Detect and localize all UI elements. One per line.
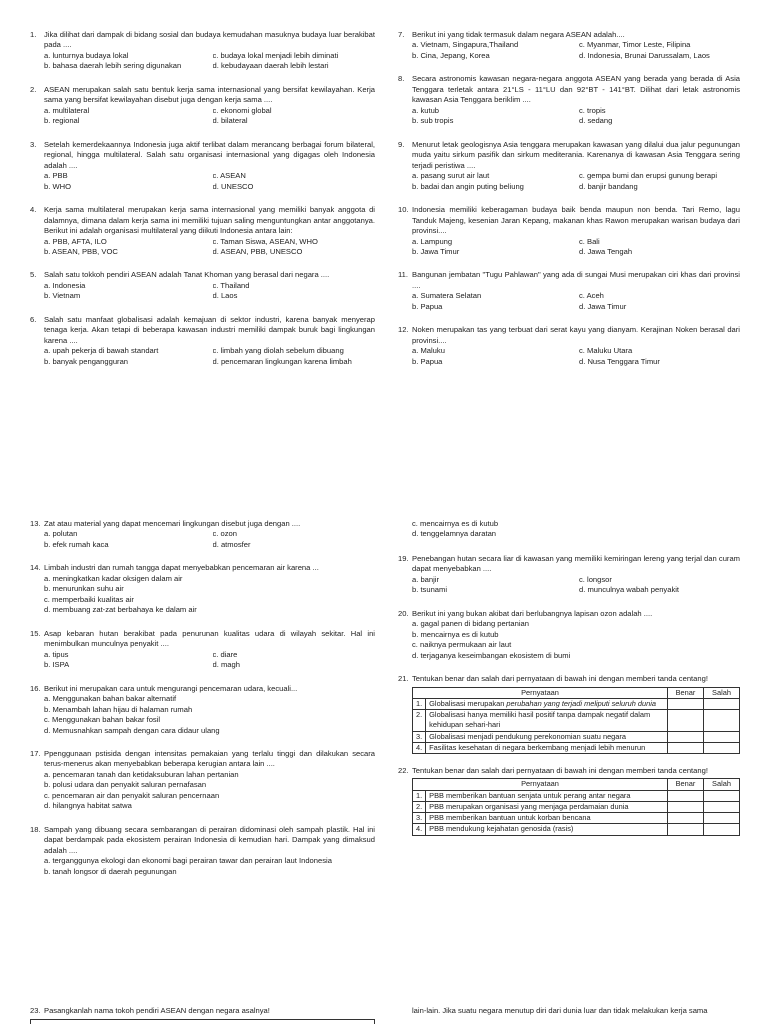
row-number: 2. — [413, 710, 426, 731]
question-text: Zat atau material yang dapat mencemari lingkungan disebut juga dengan .... — [44, 519, 301, 528]
answer-option[interactable]: d. Jawa Tengah — [579, 246, 633, 256]
answer-option[interactable]: b. efek rumah kaca — [44, 539, 109, 549]
answer-options — [44, 574, 375, 616]
answer-option[interactable]: c. Thailand — [212, 280, 250, 290]
question-text: Penebangan hutan secara liar di kawasan yang memiliki kemiringan lereng yang terjal dan curam dapat menyebabkan .... — [412, 553, 740, 574]
true-false-table-22 — [412, 778, 740, 835]
question-11 — [398, 270, 740, 312]
answer-option[interactable]: b. Cina, Jepang, Korea — [412, 50, 490, 60]
answer-option[interactable]: a. pencemaran tanah dan ketidaksuburan lahan pertanian — [44, 769, 239, 779]
question-text: Asap kebaran hutan berakibat pada penurunan kualitas udara di wilayah sekitar. Hal ini menimbulkan munculnya penyakit .... — [44, 628, 375, 649]
question-number: 8. — [398, 74, 405, 84]
answer-option[interactable]: a. lunturnya budaya lokal — [44, 50, 129, 60]
question-23 — [30, 1006, 375, 1016]
answer-option[interactable]: c. Aceh — [579, 291, 604, 301]
header-true: Benar — [668, 687, 704, 698]
question-text: Jika dilihat dari dampak di bidang sosial dan budaya kemudahan masuknya budaya luar berakibat pada .... — [44, 30, 375, 50]
false-checkbox-cell[interactable] — [704, 790, 740, 801]
question-4 — [30, 205, 375, 257]
true-checkbox-cell[interactable] — [668, 710, 704, 731]
row-number: 4. — [413, 742, 426, 753]
answer-options — [412, 619, 740, 661]
left-column-top — [30, 30, 375, 380]
row-number: 3. — [413, 731, 426, 742]
question-number: 13. — [30, 519, 41, 528]
question-text: Ppenggunaan pstisida dengan intensitas pemakaian yang terlalu tinggi dan dilakukan secara terus-menerus akan menyebabkan beberapa kerugian antara lain .... — [44, 748, 375, 769]
question-text: Kerja sama multilateral merupakan kerja sama internasional yang memiliki banyak anggota di dalamnya, dimana dalam kerja sama ini memiliki tujuan saling menguntungkan antar anggotanya. Berikut ini adalah organisasi multilateral yang diikuti Indonesia antara lain: — [44, 205, 375, 236]
false-checkbox-cell[interactable] — [704, 824, 740, 835]
answer-option[interactable]: a. Vietnam, Singapura,Thailand — [412, 40, 519, 50]
answer-option[interactable]: a. Indonesia — [44, 280, 86, 290]
question-18-continuation — [398, 519, 740, 540]
answer-option[interactable]: b. bahasa daerah lebih sering digunakan — [44, 61, 182, 71]
statement-text-italic: perubahan yang terjadi meliputi seluruh dunia — [506, 698, 656, 708]
question-number: 18. — [30, 824, 41, 834]
answer-option[interactable]: a. terganggunya ekologi dan ekonomi bagi perairan tawar dan perairan laut Indonesia — [44, 856, 332, 866]
question-text: Noken merupakan tas yang terbuat dari serat kayu yang dianyam. Kerajinan Noken berasal dari provinsi.... — [412, 325, 740, 345]
false-checkbox-cell[interactable] — [704, 698, 740, 709]
question-number: 5. — [30, 270, 37, 280]
answer-option[interactable]: b. Papua — [412, 301, 443, 311]
answer-options — [412, 346, 740, 367]
question-text: Berikut ini yang bukan akibat dari berlubangnya lapisan ozon adalah .... — [412, 608, 653, 618]
statement-text: PBB memberikan bantuan untuk korban bencana — [426, 813, 668, 824]
header-statement: Pernyataan — [413, 779, 668, 790]
answer-option[interactable]: c. Taman Siswa, ASEAN, WHO — [212, 236, 318, 246]
question-number: 21. — [398, 674, 409, 684]
table-row — [413, 731, 740, 742]
answer-option[interactable]: b. tanah longsor di daerah pegunungan — [44, 866, 177, 876]
answer-option[interactable]: b. menurunkan suhu air — [44, 584, 124, 594]
question-text: ASEAN merupakan salah satu bentuk kerja sama internasional yang bersifat kewilayahan. Kerja sama yang bersifat kewilayahan disebut juga dengan kerja sama .... — [44, 84, 375, 105]
false-checkbox-cell[interactable] — [704, 710, 740, 731]
header-false: Salah — [704, 779, 740, 790]
answer-option[interactable]: c. Bali — [579, 236, 600, 246]
answer-option[interactable]: b. Jawa Timur — [412, 246, 460, 256]
answer-option[interactable]: c. naiknya permukaan air laut — [412, 640, 512, 650]
answer-options — [44, 171, 375, 192]
answer-options — [412, 237, 740, 258]
answer-option[interactable]: c. Myanmar, Timor Leste, Filipina — [579, 40, 691, 50]
true-checkbox-cell[interactable] — [668, 790, 704, 801]
answer-option[interactable]: a. gagal panen di bidang pertanian — [412, 619, 529, 629]
answer-options — [44, 770, 375, 812]
answer-option[interactable]: a. Lampung — [412, 236, 453, 246]
table-row — [413, 801, 740, 812]
right-column-top — [398, 30, 740, 380]
answer-option[interactable]: c. memperbaiki kualitas air — [44, 594, 134, 604]
question-8 — [398, 74, 740, 126]
question-2 — [30, 85, 375, 127]
answer-option[interactable]: a. upah pekerja di bawah standart — [44, 346, 159, 356]
true-false-table-21 — [412, 687, 740, 754]
answer-option[interactable]: c. ASEAN — [212, 171, 246, 181]
question-number: 4. — [30, 205, 37, 215]
answer-option[interactable]: b. WHO — [44, 181, 72, 191]
question-number: 23. — [30, 1006, 41, 1015]
question-3 — [30, 140, 375, 192]
question-text: Limbah industri dan rumah tangga dapat menyebabkan pencemaran air karena ... — [44, 563, 319, 573]
question-21 — [398, 674, 740, 754]
question-number: 15. — [30, 628, 41, 638]
question-1 — [30, 30, 375, 72]
question-text: Setelah kemerdekaannya Indonesia juga aktif terlibat dalam merancang berbagai forum bilateral, regional, hingga multilateral. Salah satu organisasi internasional yang digagas oleh Indonesia adalah .... — [44, 139, 375, 170]
answer-options — [44, 346, 375, 367]
question-20 — [398, 609, 740, 661]
matching-table-top-edge — [30, 1019, 375, 1024]
row-number: 2. — [413, 801, 426, 812]
answer-option[interactable]: d. bilateral — [212, 116, 248, 126]
question-number: 1. — [30, 30, 37, 39]
answer-option[interactable]: d. Indonesia, Brunai Darussalam, Laos — [579, 50, 710, 60]
true-checkbox-cell[interactable] — [668, 824, 704, 835]
row-number: 4. — [413, 824, 426, 835]
question-7 — [398, 30, 740, 61]
question-19 — [398, 554, 740, 596]
false-checkbox-cell[interactable] — [704, 813, 740, 824]
question-number: 11. — [398, 270, 408, 280]
question-number: 14. — [30, 563, 41, 573]
statement-text — [426, 742, 668, 753]
answer-option[interactable]: b. Menambah lahan hijau di halaman rumah — [44, 704, 193, 714]
answer-option[interactable]: c. diare — [212, 649, 238, 659]
answer-option[interactable]: d. tenggelamnya daratan — [412, 529, 497, 539]
answer-options — [44, 51, 375, 72]
answer-option[interactable]: c. budaya lokal menjadi lebih diminati — [212, 50, 339, 60]
answer-option[interactable]: d. hilangnya habitat satwa — [44, 801, 132, 811]
answer-options — [44, 281, 375, 302]
true-checkbox-cell[interactable] — [668, 698, 704, 709]
answer-option[interactable]: c. Menggunakan bahan bakar fosil — [44, 715, 161, 725]
question-number: 2. — [30, 84, 37, 94]
question-text: Tentukan benar dan salah dari pernyataan di bawah ini dengan memberi tanda centang! — [412, 765, 708, 775]
table-row — [413, 813, 740, 824]
answer-option[interactable]: a. pasang surut air laut — [412, 171, 490, 181]
answer-option[interactable]: a. Maluku — [412, 346, 445, 356]
question-number: 19. — [398, 553, 409, 563]
answer-options — [44, 856, 375, 877]
answer-options — [412, 171, 740, 192]
answer-option[interactable]: a. Sumatera Selatan — [412, 291, 482, 301]
answer-option[interactable]: b. sub tropis — [412, 116, 454, 126]
question-5 — [30, 270, 375, 301]
answer-option[interactable]: b. mencairnya es di kutub — [412, 629, 499, 639]
answer-option[interactable]: d. Jawa Timur — [579, 301, 627, 311]
answer-options — [412, 106, 740, 127]
question-6 — [30, 315, 375, 367]
question-text: Secara astronomis kawasan negara-negara anggota ASEAN yang berada yang berada di Asia Tenggara terletak antara 21°LS - 11°LU dan 92°BT - 141°BT. Dilihat dari letak astronomis kawasan Asia Tenggara beriklim .... — [412, 74, 740, 105]
answer-option[interactable]: b. polusi udara dan penyakit saluran pernafasan — [44, 780, 207, 790]
true-checkbox-cell[interactable] — [668, 801, 704, 812]
answer-option[interactable]: d. terjaganya keseimbangan ekosistem di bumi — [412, 650, 571, 660]
question-18 — [30, 825, 375, 877]
question-text: Berikut ini merupakan cara untuk mengurangi pencemaran udara, kecuali... — [44, 683, 298, 693]
question-text: Berikut ini yang tidak termasuk dalam negara ASEAN adalah.... — [412, 30, 625, 39]
question-number: 9. — [398, 139, 405, 149]
question-number: 3. — [30, 139, 37, 149]
statement-text: PBB mendukung kejahatan genosida (rasis) — [426, 824, 668, 835]
answer-options — [44, 650, 375, 671]
answer-option[interactable]: b. ASEAN, PBB, VOC — [44, 246, 118, 256]
row-number: 1. — [413, 698, 426, 709]
question-number: 6. — [30, 314, 37, 324]
answer-option[interactable]: a. PBB — [44, 171, 68, 181]
question-22 — [398, 766, 740, 836]
question-text: Indonesia memiliki keberagaman budaya baik benda maupun non benda. Tari Remo, lagu Tanduk Majeng, kesenian Jaran Kepang, makanan khas Rawon merupakan warisan budaya dari provinsi.... — [412, 205, 740, 236]
answer-option[interactable]: c. ozon — [212, 529, 237, 539]
answer-option[interactable]: b. ISPA — [44, 660, 70, 670]
answer-options — [44, 237, 375, 258]
false-checkbox-cell[interactable] — [704, 801, 740, 812]
answer-option[interactable]: d. munculnya wabah penyakit — [579, 585, 680, 595]
row-number: 1. — [413, 790, 426, 801]
header-statement: Pernyataan — [413, 687, 668, 698]
answer-option[interactable]: d. magh — [212, 660, 240, 670]
answer-options — [412, 575, 740, 596]
answer-option[interactable]: d. UNESCO — [212, 181, 254, 191]
question-text: Tentukan benar dan salah dari pernyataan di bawah ini dengan memberi tanda centang! — [412, 674, 708, 684]
statement-text — [426, 698, 668, 709]
answer-option[interactable]: c. gempa bumi dan erupsi gunung berapi — [579, 171, 718, 181]
question-number: 7. — [398, 30, 405, 39]
true-checkbox-cell[interactable] — [668, 813, 704, 824]
question-text: Salah satu tokkoh pendiri ASEAN adalah Tanat Khoman yang berasal dari negara .... — [44, 270, 330, 280]
true-checkbox-cell[interactable] — [668, 742, 704, 753]
answer-option[interactable]: c. ekonomi global — [212, 105, 272, 115]
answer-option[interactable]: d. pencemaran lingkungan karena limbah — [212, 356, 352, 366]
statement-text — [426, 731, 668, 742]
answer-option[interactable]: a. PBB, AFTA, ILO — [44, 236, 107, 246]
table-row — [413, 710, 740, 731]
answer-option[interactable]: d. Laos — [212, 291, 238, 301]
answer-option[interactable]: d. banjir bandang — [579, 181, 638, 191]
answer-option[interactable]: d. sedang — [579, 116, 613, 126]
answer-option[interactable]: a. Menggunakan bahan bakar alternatif — [44, 694, 177, 704]
question-text: Sampah yang dibuang secara sembarangan di perairan didominasi oleh sampah plastik. Hal ini dapat berdampak pada ekosistem perairan Indonesia di kemudian hari. Dampak yang dimaksud adalah .... — [44, 824, 375, 855]
answer-option[interactable]: d. ASEAN, PBB, UNESCO — [212, 246, 303, 256]
question-text: Bangunan jembatan "Tugu Pahlawan" yang ada di sungai Musi merupakan ciri khas dari provinsi .... — [412, 270, 740, 290]
question-17 — [30, 749, 375, 812]
answer-option[interactable]: d. kebudayaan daerah lebih lestari — [212, 61, 329, 71]
statement-text: PBB memberikan bantuan senjata untuk perang antar negara — [426, 790, 668, 801]
answer-options — [412, 291, 740, 312]
answer-options — [44, 694, 375, 736]
answer-option[interactable]: b. Papua — [412, 356, 443, 366]
answer-option[interactable]: a. polutan — [44, 529, 78, 539]
answer-option[interactable]: c. pencemaran air dan penyakit saluran pencernaan — [44, 790, 220, 800]
question-13 — [30, 519, 375, 550]
answer-option[interactable]: a. meningkatkan kadar oksigen dalam air — [44, 573, 183, 583]
answer-option[interactable]: c. longsor — [579, 574, 612, 584]
question-9 — [398, 140, 740, 192]
answer-option[interactable]: a. kutub — [412, 105, 440, 115]
answer-option[interactable]: b. badai dan angin puting beliung — [412, 181, 524, 191]
question-number: 16. — [30, 683, 41, 693]
answer-option[interactable]: d. Memusnahkan sampah dengan cara didaur ulang — [44, 725, 220, 735]
answer-option[interactable]: d. Nusa Tenggara Timur — [579, 356, 660, 366]
question-16 — [30, 684, 375, 736]
question-number: 10. — [398, 205, 409, 215]
false-checkbox-cell[interactable] — [704, 731, 740, 742]
header-true: Benar — [668, 779, 704, 790]
question-number: 22. — [398, 765, 409, 775]
question-text: Pasangkanlah nama tokoh pendiri ASEAN dengan negara asalnya! — [44, 1006, 270, 1015]
statement-text-plain: Fasilitas kesehatan di negara berkembang menjadi lebih menurun — [429, 742, 646, 752]
question-number: 20. — [398, 608, 409, 618]
question-12 — [398, 325, 740, 367]
answer-options — [412, 40, 740, 61]
answer-option[interactable]: b. tsunami — [412, 585, 448, 595]
answer-option[interactable]: c. tropis — [579, 105, 606, 115]
question-text: Salah satu manfaat globalisasi adalah kemajuan di sektor industri, karena banyak menyerap tenaga kerja. Akan tetapi di beberapa kawasan industri memiliki dampak buruk bagi lingkungan karena .... — [44, 314, 375, 345]
answer-option[interactable]: b. banyak pengangguran — [44, 356, 129, 366]
question-10 — [398, 205, 740, 257]
question-number: 17. — [30, 748, 41, 758]
answer-option[interactable]: d. membuang zat-zat berbahaya ke dalam air — [44, 605, 197, 615]
question-14 — [30, 563, 375, 615]
table-row — [413, 742, 740, 753]
answer-option[interactable]: a. banjir — [412, 574, 440, 584]
right-column-bottom — [398, 519, 740, 849]
statement-text-plain: Globalisasi menjadi pendukung perekonomian suatu negara — [429, 731, 626, 741]
statement-text — [426, 710, 668, 731]
table-row — [413, 824, 740, 835]
table-row — [413, 790, 740, 801]
statement-text: PBB merupakan organisasi yang menjaga perdamaian dunia — [426, 801, 668, 812]
left-column-bottom — [30, 519, 375, 890]
question-number: 12. — [398, 325, 409, 335]
answer-option[interactable]: b. Vietnam — [44, 291, 81, 301]
answer-options — [44, 106, 375, 127]
row-number: 3. — [413, 813, 426, 824]
answer-option[interactable]: c. Maluku Utara — [579, 346, 633, 356]
answer-option[interactable]: c. mencairnya es di kutub — [412, 519, 499, 528]
answer-option[interactable]: c. limbah yang diolah sebelum dibuang — [212, 346, 344, 356]
answer-option[interactable]: d. atmosfer — [212, 539, 251, 549]
right-footer-text: lain-lain. Jika suatu negara menutup diri dari dunia luar dan tidak melakukan kerja sama — [412, 1006, 708, 1015]
table-row — [413, 698, 740, 709]
true-checkbox-cell[interactable] — [668, 731, 704, 742]
answer-option[interactable]: a. tipus — [44, 649, 69, 659]
question-text: Menurut letak geologisnya Asia tenggara merupakan kawasan yang dilalui dua jalur pegunungan muda yaitu sirkum pasifik dan sirkum mediterania. Karenanya di kawasan Asia Tenggara sering terjadi peristiwa .... — [412, 139, 740, 170]
question-15 — [30, 629, 375, 671]
answer-option[interactable]: b. regional — [44, 116, 80, 126]
answer-option[interactable]: a. multilateral — [44, 105, 90, 115]
statement-text-plain: Globalisasi merupakan — [429, 698, 507, 708]
header-false: Salah — [704, 687, 740, 698]
false-checkbox-cell[interactable] — [704, 742, 740, 753]
statement-text-plain: Globalisasi hanya memiliki hasil positif tanpa dampak negatif dalam kehidupan sehari-hari — [429, 710, 651, 730]
answer-options — [44, 529, 375, 550]
